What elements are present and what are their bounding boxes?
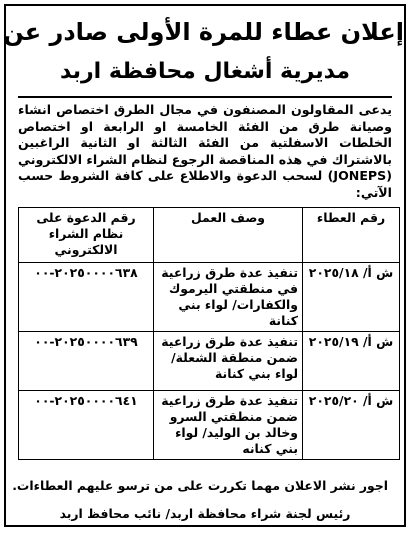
header-invitation-no: رقم الدعوة على نظام الشراء الالكتروني: [19, 208, 154, 263]
invitation-no-cell: ٢٠٢٥٠٠٠٠٦٣٨-٠٠: [19, 263, 154, 332]
tender-no-cell: ش أ/ ٢٠٢٥/١٩: [303, 332, 400, 391]
table-row: [19, 263, 400, 332]
header-work-desc: وصف العمل: [154, 208, 303, 263]
ad-subtitle: مديرية أشغال محافظة اربد: [60, 59, 350, 84]
invitation-no-cell: ٢٠٢٥٠٠٠٠٦٣٩-٠٠: [19, 332, 154, 391]
signature-line: رئيس لجنة شراء محافظة اربد/ نائب محافظ اربد: [59, 506, 351, 521]
table-row: [19, 391, 400, 460]
footer-note: اجور نشر الاعلان مهما تكررت على من ترسو عليهم العطاءات.: [12, 478, 388, 493]
tenders-table: [18, 207, 400, 460]
table-header-row: [19, 208, 400, 263]
header-tender-no: رقم العطاء: [303, 208, 400, 263]
intro-paragraph: يدعى المقاولون المصنفون في مجال الطرق اختصاص انشاء وصيانة طرق من الفئة الخامسة او الرابعة او اختصاص الخلطات الاسفلتية من الفئة الثالثة او الثانية الراغبين بالاشتراك في هذه المناقصة الرجوع لنظام الشراء الالكتروني (JONEPS) لسحب الدعوة والاطلاع على كافة الشروط حسب الآتي:: [18, 102, 392, 200]
table-row: [19, 332, 400, 391]
invitation-no-cell: ٢٠٢٥٠٠٠٠٦٤١-٠٠: [19, 391, 154, 460]
ad-title: إعلان عطاء للمرة الأولى صادر عن: [3, 18, 404, 46]
title-divider: [18, 96, 392, 98]
work-desc-cell: تنفيذ عدة طرق زراعية في منطقتي اليرموك والكفارات/ لواء بني كنانة: [154, 263, 303, 332]
advertisement-frame: [4, 4, 406, 527]
work-desc-cell: تنفيذ عدة طرق زراعية ضمن منطقة الشعلة/ لواء بني كنانة: [154, 332, 303, 391]
work-desc-cell: تنفيذ عدة طرق زراعية ضمن منطقتي السرو وخالد بن الوليد/ لواء بني كنانه: [154, 391, 303, 460]
tender-no-cell: ش أ/ ٢٠٢٥/١٨: [303, 263, 400, 332]
tender-no-cell: ش أ/ ٢٠٢٥/٢٠: [303, 391, 400, 460]
